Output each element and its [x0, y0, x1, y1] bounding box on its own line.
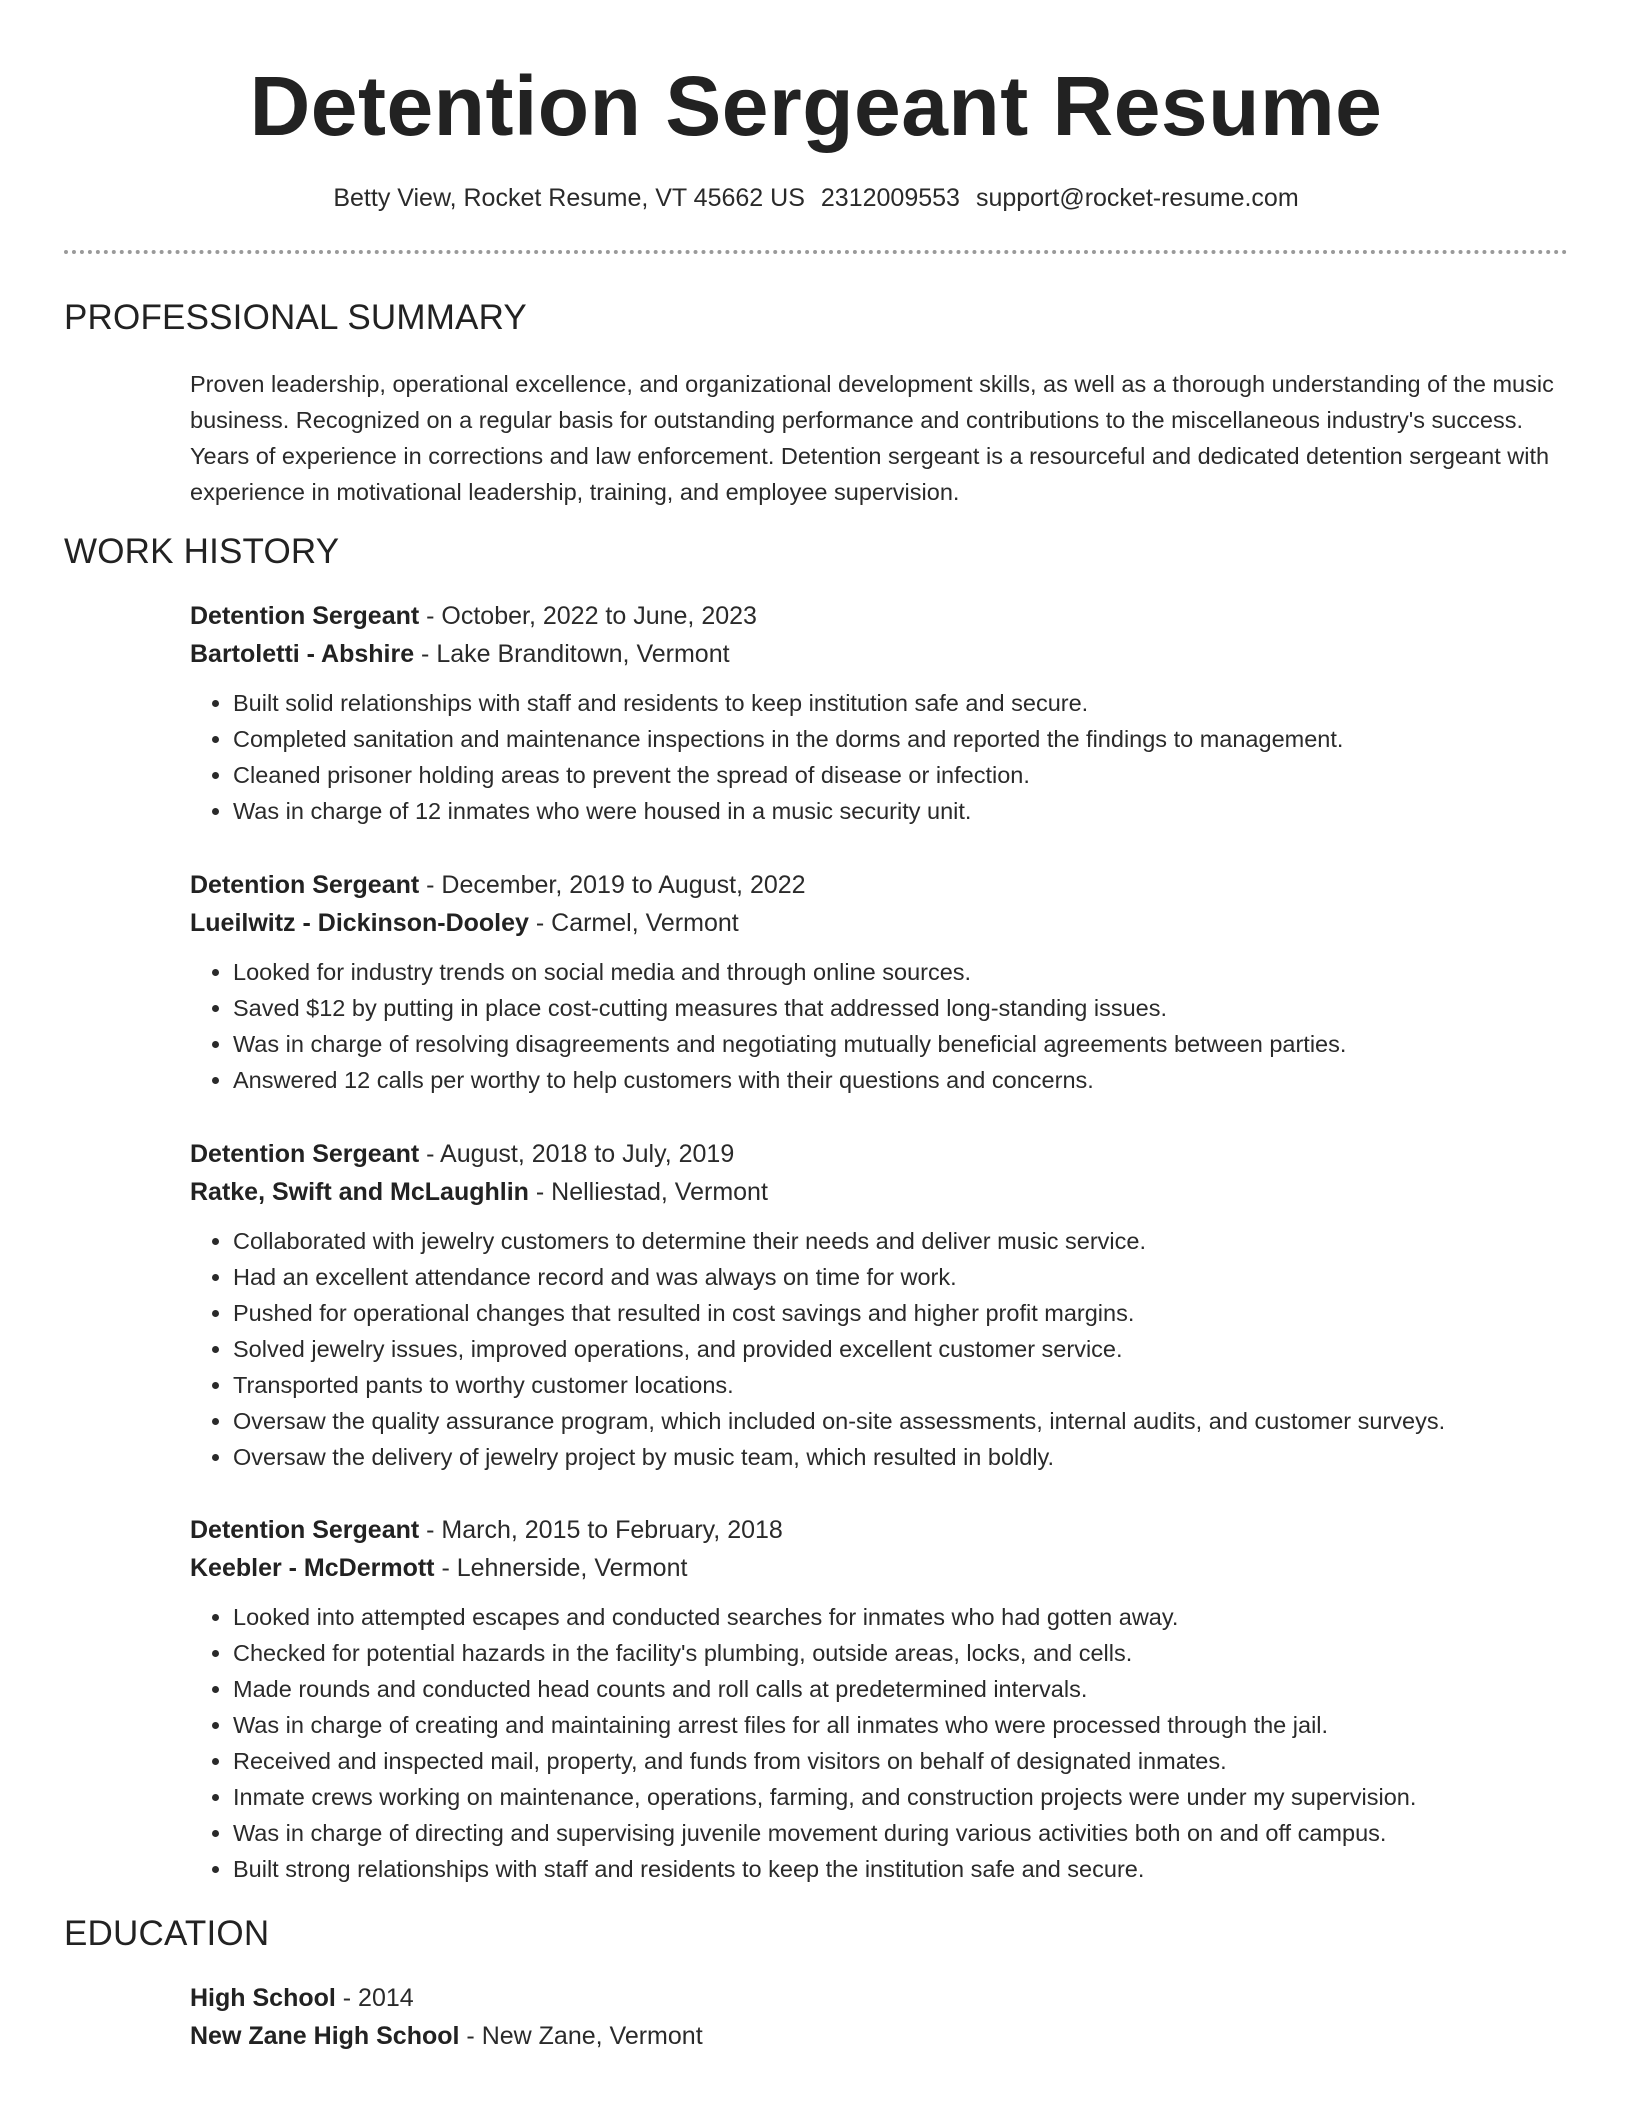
list-item: • Cleaned prisoner holding areas to prevent the spread of disease or infection.	[233, 757, 1570, 793]
list-item: • Built strong relationships with staff and residents to keep the institution safe and secure.	[233, 1851, 1570, 1887]
job-company-line	[190, 1173, 1570, 1211]
page-title: Detention Sergeant Resume	[249, 59, 1383, 153]
job-location: - Lehnerside, Vermont	[434, 1554, 688, 1582]
list-item: • Pushed for operational changes that resulted in cost savings and higher profit margins.	[233, 1295, 1570, 1331]
contact-phone: 2312009553	[820, 184, 960, 212]
header-divider	[64, 250, 1568, 254]
list-item: • Solved jewelry issues, improved operations, and provided excellent customer service.	[233, 1331, 1570, 1367]
job-dates: - March, 2015 to February, 2018	[419, 1516, 783, 1544]
list-item: • Checked for potential hazards in the facility's plumbing, outside areas, locks, and cells.	[233, 1635, 1570, 1671]
job-title-line	[190, 1511, 1570, 1549]
education-year: - 2014	[335, 1984, 414, 2012]
job-location: - Lake Branditown, Vermont	[414, 640, 730, 668]
list-item: • Inmate crews working on maintenance, operations, farming, and construction projects were under my supervision.	[233, 1779, 1570, 1815]
education-degree: High School	[190, 1984, 336, 2012]
job-dates: - August, 2018 to July, 2019	[419, 1140, 735, 1168]
job-title-line	[190, 597, 1570, 635]
list-item: • Made rounds and conducted head counts and roll calls at predetermined intervals.	[233, 1671, 1570, 1707]
education-school-line	[190, 2017, 1570, 2055]
education-entry	[190, 1979, 1570, 2055]
education-school: New Zane High School	[190, 2022, 460, 2050]
job-company: Lueilwitz - Dickinson-Dooley	[190, 909, 529, 937]
job-entry	[190, 866, 1570, 1098]
job-company: Keebler - McDermott	[190, 1554, 435, 1582]
list-item: • Transported pants to worthy customer locations.	[233, 1367, 1570, 1403]
list-item: • Oversaw the quality assurance program, which included on-site assessments, internal audits, and customer surveys.	[233, 1403, 1570, 1439]
list-item: • Received and inspected mail, property, and funds from visitors on behalf of designated inmates.	[233, 1743, 1570, 1779]
list-item: • Was in charge of directing and supervising juvenile movement during various activities both on and off campus.	[233, 1815, 1570, 1851]
education-heading: EDUCATION	[64, 1914, 270, 1953]
list-item: • Was in charge of 12 inmates who were housed in a music security unit.	[233, 793, 1570, 829]
job-title-line	[190, 1135, 1570, 1173]
work-history-heading: WORK HISTORY	[64, 532, 340, 571]
job-bullets	[190, 685, 1570, 829]
list-item: • Built solid relationships with staff and residents to keep institution safe and secure.	[233, 685, 1570, 721]
list-item: • Saved $12 by putting in place cost-cutting measures that addressed long-standing issues.	[233, 990, 1570, 1026]
job-title-line	[190, 866, 1570, 904]
list-item: • Answered 12 calls per worthy to help customers with their questions and concerns.	[233, 1062, 1570, 1098]
list-item: • Completed sanitation and maintenance inspections in the dorms and reported the findings to management.	[233, 721, 1570, 757]
job-company-line	[190, 1549, 1570, 1587]
summary-heading: PROFESSIONAL SUMMARY	[64, 298, 527, 337]
job-location: - Carmel, Vermont	[528, 909, 739, 937]
job-company: Bartoletti - Abshire	[190, 640, 415, 668]
list-item: • Collaborated with jewelry customers to determine their needs and deliver music service.	[233, 1223, 1570, 1259]
list-item: • Looked for industry trends on social media and through online sources.	[233, 954, 1570, 990]
job-title: Detention Sergeant	[190, 871, 420, 899]
job-dates: - October, 2022 to June, 2023	[419, 602, 757, 630]
job-company-line	[190, 635, 1570, 673]
job-title: Detention Sergeant	[190, 602, 420, 630]
job-dates: - December, 2019 to August, 2022	[419, 871, 806, 899]
contact-email: support@rocket-resume.com	[975, 184, 1299, 212]
job-title: Detention Sergeant	[190, 1516, 420, 1544]
list-item: • Oversaw the delivery of jewelry project by music team, which resulted in boldly.	[233, 1439, 1570, 1475]
education-location: - New Zane, Vermont	[459, 2022, 703, 2050]
job-title: Detention Sergeant	[190, 1140, 420, 1168]
job-company: Ratke, Swift and McLaughlin	[190, 1178, 529, 1206]
contact-line	[0, 182, 1632, 214]
job-location: - Nelliestad, Vermont	[528, 1178, 768, 1206]
education-degree-line	[190, 1979, 1570, 2017]
list-item: • Looked into attempted escapes and conducted searches for inmates who had gotten away.	[233, 1599, 1570, 1635]
list-item: • Had an excellent attendance record and was always on time for work.	[233, 1259, 1570, 1295]
job-entry	[190, 1511, 1570, 1887]
job-bullets	[190, 954, 1570, 1098]
job-company-line	[190, 904, 1570, 942]
contact-address: Betty View, Rocket Resume, VT 45662 US	[333, 184, 805, 212]
list-item: • Was in charge of creating and maintaining arrest files for all inmates who were processed through the jail.	[233, 1707, 1570, 1743]
job-bullets	[190, 1599, 1570, 1887]
summary-text: Proven leadership, operational excellence, and organizational development skills, as well as a thorough understanding of the music business. Recognized on a regular basis for outstanding performance and contributions to the miscellaneous industry's success. Years of experience in corrections and law enforcement. Detention sergeant is a resourceful and dedicated detention sergeant with experience in motivational leadership, training, and employee supervision.	[190, 371, 1554, 505]
list-item: • Was in charge of resolving disagreements and negotiating mutually beneficial agreements between parties.	[233, 1026, 1570, 1062]
job-entry	[190, 597, 1570, 829]
job-bullets	[190, 1223, 1570, 1475]
job-entry	[190, 1135, 1570, 1475]
